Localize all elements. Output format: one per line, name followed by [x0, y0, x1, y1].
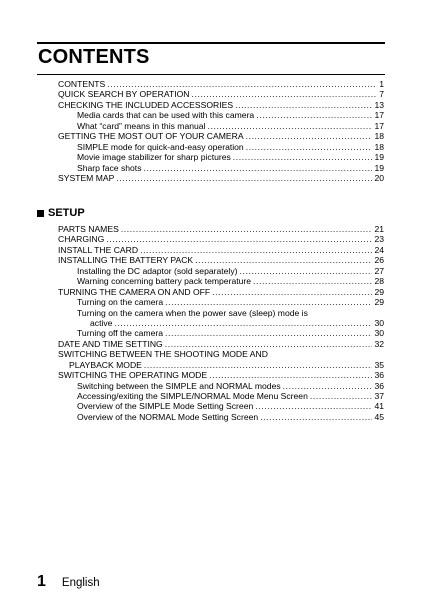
toc-subentry-power-save-line1[interactable]: Turning on the camera when the power save (sleep) mode is	[77, 307, 308, 318]
toc-subentry[interactable]: What “card” means in this manual ..... 17	[58, 121, 384, 131]
toc-entry-turning-on-off[interactable]: TURNING THE CAMERA ON AND OFF ..... 29	[58, 287, 384, 297]
toc-subentry-dc-adaptor[interactable]: Installing the DC adaptor (sold separately) ..... 27	[58, 266, 384, 276]
toc-entry-charging[interactable]: CHARGING ..... 23	[58, 234, 384, 244]
toc-subentry[interactable]: Media cards that can be used with this camera ..... 17	[58, 110, 384, 120]
page-footer	[37, 573, 100, 591]
toc-subentry[interactable]: Sharp face shots ..... 19	[58, 163, 384, 173]
toc-subentry-simple-normal[interactable]: Switching between the SIMPLE and NORMAL modes ..... 36	[58, 381, 384, 391]
language-label: English	[61, 577, 100, 589]
toc-entry[interactable]: CHECKING THE INCLUDED ACCESSORIES ..... 13	[58, 100, 384, 110]
toc-subentry[interactable]: SIMPLE mode for quick-and-easy operation ..... 18	[58, 142, 384, 152]
toc-entry-parts-names[interactable]: PARTS NAMES ..... 21	[58, 224, 384, 234]
toc-subentry-battery-temp[interactable]: Warning concerning battery pack temperature ..... 28	[58, 276, 384, 286]
toc-subentry-turning-on[interactable]: Turning on the camera ..... 29	[58, 297, 384, 307]
toc-subentry-accessing-menu[interactable]: Accessing/exiting the SIMPLE/NORMAL Mode Menu Screen ..... 37	[58, 391, 384, 401]
toc-setup	[58, 224, 384, 422]
toc-subentry-power-save-line2[interactable]: active ..... 30	[58, 318, 384, 328]
page-title: CONTENTS	[38, 46, 150, 68]
toc-entry-operating-mode[interactable]: SWITCHING THE OPERATING MODE ..... 36	[58, 370, 384, 380]
toc-entry-date-time[interactable]: DATE AND TIME SETTING ..... 32	[58, 339, 384, 349]
toc-subentry-turning-off[interactable]: Turning off the camera ..... 30	[58, 328, 384, 338]
toc-entry[interactable]: SYSTEM MAP ..... 20	[58, 173, 384, 183]
section-title: SETUP	[48, 207, 85, 219]
toc-entry[interactable]: GETTING THE MOST OUT OF YOUR CAMERA ..... 18	[58, 131, 384, 141]
section-heading-setup	[37, 207, 85, 219]
toc-entry-install-card[interactable]: INSTALL THE CARD ..... 24	[58, 245, 384, 255]
page-number: 1	[37, 573, 46, 590]
toc-entry-install-battery[interactable]: INSTALLING THE BATTERY PACK ..... 26	[58, 255, 384, 265]
toc-entry[interactable]: QUICK SEARCH BY OPERATION ..... 7	[58, 89, 384, 99]
toc-intro	[58, 79, 384, 183]
title-rule	[37, 74, 385, 75]
toc-entry[interactable]: CONTENTS ..... 1	[58, 79, 384, 89]
toc-entry-switching-line2[interactable]: PLAYBACK MODE ..... 35	[58, 360, 384, 370]
top-rule	[37, 42, 385, 44]
toc-entry-switching-line1[interactable]: SWITCHING BETWEEN THE SHOOTING MODE AND	[58, 349, 268, 360]
square-bullet-icon	[37, 210, 44, 217]
toc-subentry-overview-normal[interactable]: Overview of the NORMAL Mode Setting Screen ..... 45	[58, 412, 384, 422]
toc-subentry-overview-simple[interactable]: Overview of the SIMPLE Mode Setting Screen ..... 41	[58, 401, 384, 411]
toc-subentry[interactable]: Movie image stabilizer for sharp pictures ..... 19	[58, 152, 384, 162]
